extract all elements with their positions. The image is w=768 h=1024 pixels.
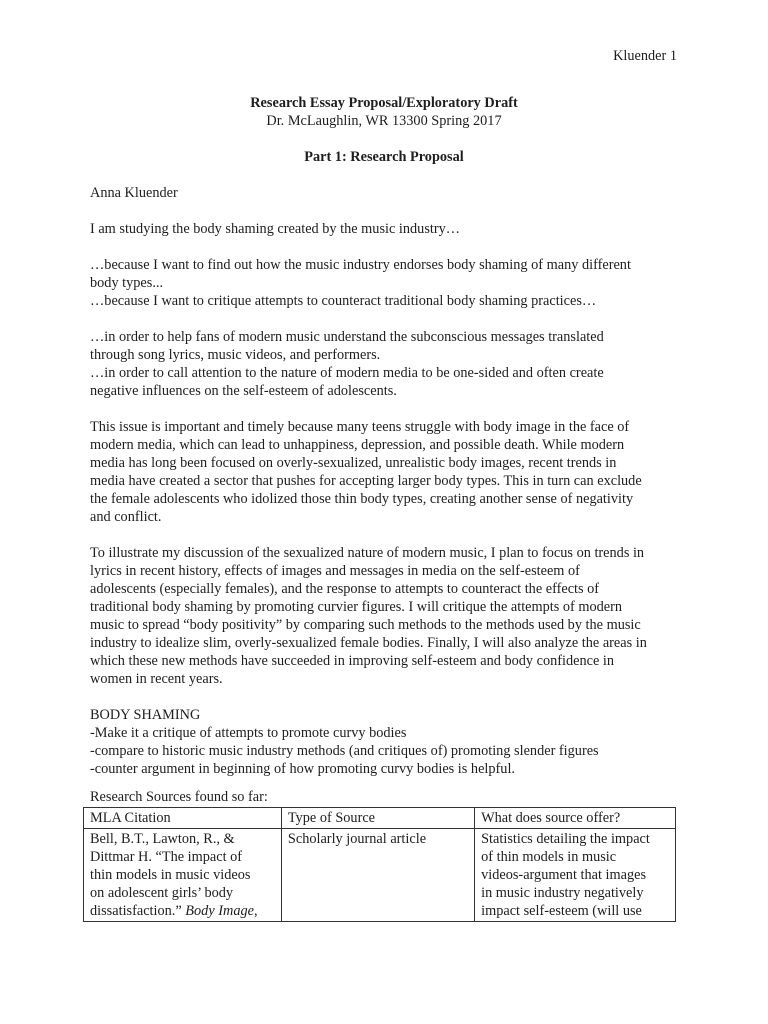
text-line: This issue is important and timely because many teens struggle with body image in the face of xyxy=(90,419,630,435)
text-line: women in recent years. xyxy=(90,671,223,687)
journal-title: Body Image xyxy=(185,903,254,919)
sources-table xyxy=(83,807,676,922)
column-header: MLA Citation xyxy=(84,808,282,829)
text-line: …because I want to find out how the music industry endorses body shaming of many different xyxy=(90,257,631,273)
text-line: …in order to help fans of modern music understand the subconscious messages translated xyxy=(90,329,604,345)
citation-text: , xyxy=(253,903,258,919)
cell-line: Dittmar H. “The impact of xyxy=(90,849,243,865)
document-title: Research Essay Proposal/Exploratory Draft xyxy=(250,95,518,111)
text-line: …in order to call attention to the nature of modern media to be one-sided and often create xyxy=(90,365,604,381)
part-heading: Part 1: Research Proposal xyxy=(304,149,464,165)
cell-line: Statistics detailing the impact xyxy=(481,831,650,847)
cell-line: videos-argument that images xyxy=(481,867,647,883)
title-block xyxy=(90,94,678,130)
page-header-label: Kluender 1 xyxy=(613,48,677,64)
notes-item: -counter argument in beginning of how promoting curvy bodies is helpful. xyxy=(90,761,515,777)
table-row xyxy=(84,829,676,922)
citation-cell xyxy=(84,829,282,922)
text-line: …because I want to critique attempts to counteract traditional body shaming practices… xyxy=(90,293,597,309)
cell-line: on adolescent girls’ body xyxy=(90,885,234,901)
offer-cell xyxy=(475,829,676,922)
notes-item: -Make it a critique of attempts to promote curvy bodies xyxy=(90,725,407,741)
cell-line: of thin models in music xyxy=(481,849,617,865)
text-line: lyrics in recent history, effects of images and messages in media on the self-esteem of xyxy=(90,563,580,579)
document-subtitle: Dr. McLaughlin, WR 13300 Spring 2017 xyxy=(266,113,502,129)
text-line: body types... xyxy=(90,275,164,291)
notes-heading: BODY SHAMING xyxy=(90,707,201,723)
table-header-row xyxy=(84,808,676,829)
text-line: negative influences on the self-esteem of adolescents. xyxy=(90,383,397,399)
notes-block xyxy=(90,706,682,778)
text-line: media have created a sector that pushes for accepting larger body types. This in turn can exclude xyxy=(90,473,642,489)
citation-text: dissatisfaction.” xyxy=(90,903,186,919)
text-line: and conflict. xyxy=(90,509,162,525)
text-line: media has long been focused on overly-sexualized, unrealistic body images, recent trends in xyxy=(90,455,617,471)
cell-line: impact self-esteem (will use xyxy=(481,903,642,919)
body-text xyxy=(90,184,682,796)
type-cell: Scholarly journal article xyxy=(281,829,474,922)
in-order-paragraph xyxy=(90,328,682,400)
author-name: Anna Kluender xyxy=(90,185,178,201)
column-header: What does source offer? xyxy=(475,808,676,829)
cell-line: Bell, B.T., Lawton, R., & xyxy=(90,831,235,847)
text-line: which these new methods have succeeded in improving self-esteem and body confidence in xyxy=(90,653,615,669)
study-statement: I am studying the body shaming created by the music industry… xyxy=(90,221,461,237)
illustrate-paragraph xyxy=(90,544,682,688)
notes-item: -compare to historic music industry methods (and critiques of) promoting slender figures xyxy=(90,743,599,759)
cell-line: in music industry negatively xyxy=(481,885,644,901)
text-line: music to spread “body positivity” by comparing such methods to the methods used by the music xyxy=(90,617,641,633)
column-header: Type of Source xyxy=(281,808,474,829)
text-line: modern media, which can lead to unhappiness, depression, and possible death. While modern xyxy=(90,437,625,453)
text-line: adolescents (especially females), and the response to attempts to counteract the effects of xyxy=(90,581,600,597)
sources-label: Research Sources found so far: xyxy=(90,789,268,805)
cell-line: thin models in music videos xyxy=(90,867,251,883)
text-line: the female adolescents who idolized those thin body types, creating another sense of negativity xyxy=(90,491,634,507)
text-line: industry to idealize slim, overly-sexualized female bodies. Finally, I will also analyze the areas in xyxy=(90,635,647,651)
because-paragraph xyxy=(90,256,682,310)
text-line: To illustrate my discussion of the sexualized nature of modern music, I plan to focus on trends in xyxy=(90,545,645,561)
cell-line xyxy=(90,902,275,920)
issue-paragraph xyxy=(90,418,682,526)
text-line: traditional body shaming by promoting curvier figures. I will critique the attempts of modern xyxy=(90,599,623,615)
text-line: through song lyrics, music videos, and performers. xyxy=(90,347,381,363)
